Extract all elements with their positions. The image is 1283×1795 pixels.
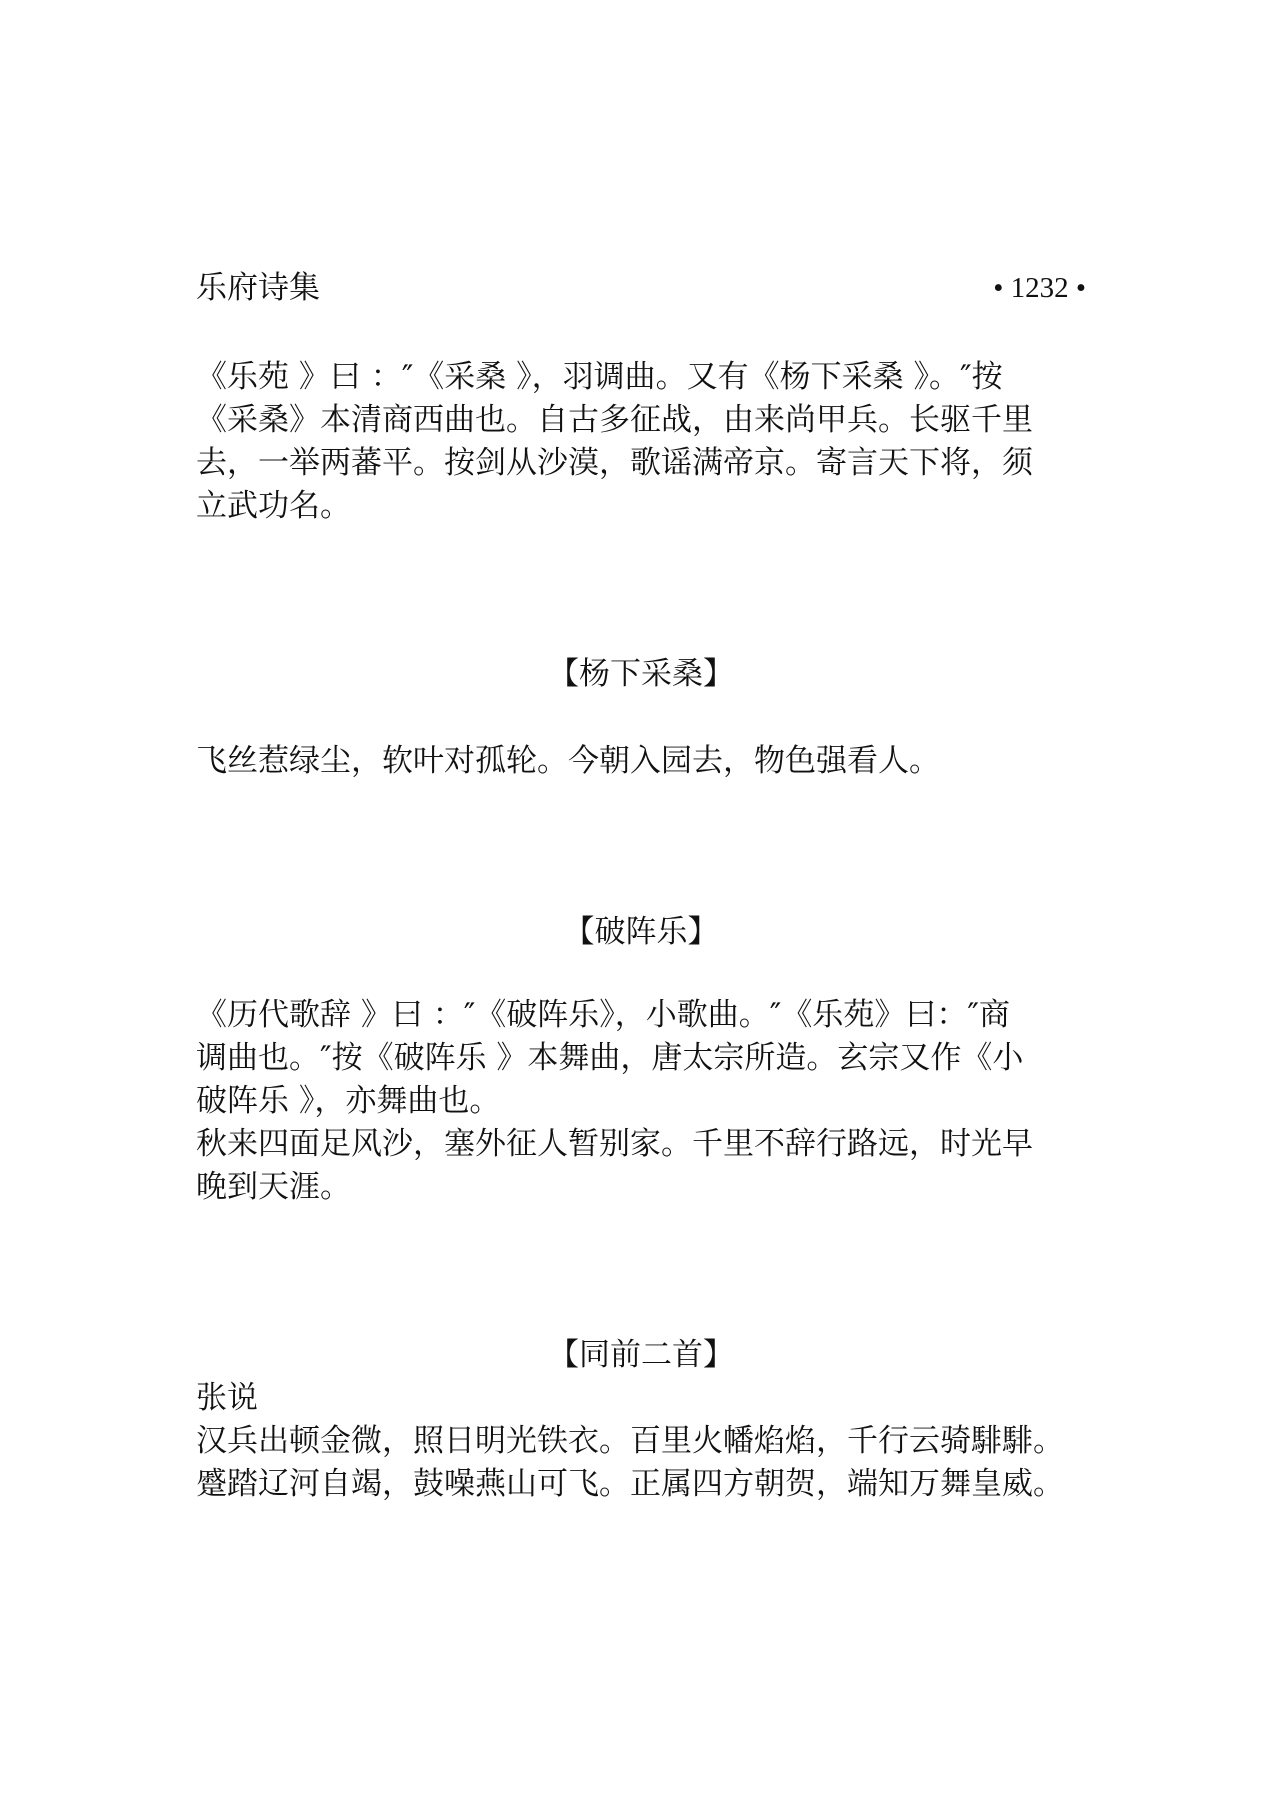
text-line: 晚到天涯。 (196, 1169, 351, 1205)
text-line: 蹙踏辽河自竭，鼓噪燕山可飞。正属四方朝贺，端知万舞皇威。 (196, 1466, 1064, 1502)
text-line: 调曲也。″按《破阵乐 》本舞曲，唐太宗所造。玄宗又作《小 (196, 1040, 1024, 1076)
page-header (196, 268, 1086, 308)
text-line: 《历代歌辞 》曰 ：″《破阵乐》，小歌曲。″《乐苑》曰：″商 (196, 997, 1010, 1033)
text-line: 《采桑》本清商西曲也。自古多征战，由来尚甲兵。长驱千里 (196, 402, 1033, 438)
text-line: 立武功名。 (196, 488, 351, 524)
poem-pozhenle (196, 994, 1086, 1209)
section-title-pozhenle: 【破阵乐】 (563, 914, 719, 950)
poem-yangxia-caisang (196, 740, 1086, 783)
text-line: 秋来四面足风沙，塞外征人暂别家。千里不辞行路远，时光早 (196, 1126, 1033, 1162)
section-title-tongqian-ershou: 【同前二首】 (548, 1337, 734, 1373)
section-title-yangxia-caisang: 【杨下采桑】 (548, 656, 734, 692)
page-number: • 1232 • (993, 272, 1086, 304)
intro-paragraph (196, 356, 1086, 528)
text-line: 飞丝惹绿尘，软叶对孤轮。今朝入园去，物色强看人。 (196, 743, 940, 779)
poem-tongqian-ershou (196, 1377, 1086, 1506)
book-title: 乐府诗集 (196, 270, 320, 306)
author-name: 张说 (196, 1380, 258, 1416)
text-line: 去，一举两蕃平。按剑从沙漠，歌谣满帝京。寄言天下将，须 (196, 445, 1033, 481)
text-line: 《乐苑 》曰 ：″《采桑 》，羽调曲。又有《杨下采桑 》。″按 (196, 359, 1003, 395)
text-line: 汉兵出顿金微，照日明光铁衣。百里火幡焰焰，千行云骑騑騑。 (196, 1423, 1064, 1459)
text-line: 破阵乐 》，亦舞曲也。 (196, 1083, 501, 1119)
